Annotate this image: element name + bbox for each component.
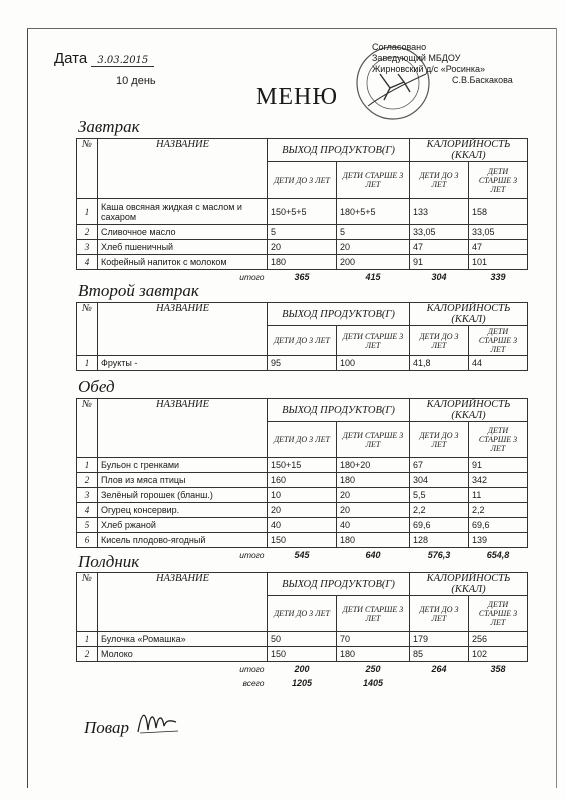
yield-under3: 5 <box>268 225 337 240</box>
row-number: 3 <box>77 240 98 255</box>
page-title: МЕНЮ <box>256 84 338 110</box>
date-label: Дата <box>54 50 88 67</box>
yield-over3: 70 <box>337 632 410 647</box>
total-y1: 545 <box>294 550 310 560</box>
col-num-header: № <box>77 573 98 632</box>
col-name-header: НАЗВАНИЕ <box>98 399 268 458</box>
table-header-row <box>77 573 528 596</box>
yield-under3: 95 <box>268 356 337 371</box>
dish-name: Хлеб ржаной <box>98 518 268 533</box>
col-yield-under3-header: ДЕТИ ДО 3 ЛЕТ <box>268 422 337 458</box>
approval-line: Жирновский д/с «Росинка» <box>372 64 486 74</box>
total-k1: 304 <box>431 272 447 282</box>
calories-under3: 128 <box>410 533 469 548</box>
approval-line: Заведующий МБДОУ <box>372 53 461 63</box>
page-border-left <box>27 28 28 788</box>
col-cal-under3-header: ДЕТИ ДО 3 ЛЕТ <box>410 596 469 632</box>
calories-over3: 101 <box>469 255 528 270</box>
row-number: 2 <box>77 473 98 488</box>
cook-label: Повар <box>84 718 130 737</box>
calories-over3: 158 <box>469 199 528 225</box>
yield-over3: 180 <box>337 533 410 548</box>
page-border-right <box>556 28 557 788</box>
table-row <box>77 225 528 240</box>
col-cal-over3-header: ДЕТИ СТАРШЕ 3 ЛЕТ <box>469 326 528 356</box>
col-yield-over3-header: ДЕТИ СТАРШЕ 3 ЛЕТ <box>337 422 410 458</box>
total-k2: 339 <box>490 272 506 282</box>
row-number: 2 <box>77 647 98 662</box>
dish-name: Зелёный горошек (бланш.) <box>98 488 268 503</box>
calories-under3: 133 <box>410 199 469 225</box>
yield-over3: 180 <box>337 647 410 662</box>
calories-under3: 2,2 <box>410 503 469 518</box>
approval-line: Согласовано <box>372 42 427 52</box>
total-k1: 576,3 <box>427 550 451 560</box>
row-number: 1 <box>77 356 98 371</box>
dish-name: Бульон с гренками <box>98 458 268 473</box>
row-number: 4 <box>77 255 98 270</box>
col-name-header: НАЗВАНИЕ <box>98 139 268 199</box>
calories-over3: 47 <box>469 240 528 255</box>
col-yield-under3-header: ДЕТИ ДО 3 ЛЕТ <box>268 162 337 199</box>
yield-over3: 40 <box>337 518 410 533</box>
date-value: 3.03.2015 <box>91 55 154 67</box>
yield-over3: 20 <box>337 240 410 255</box>
col-yield-header: ВЫХОД ПРОДУКТОВ(Г) <box>268 303 410 326</box>
day-number: 10 день <box>116 75 156 87</box>
row-number: 6 <box>77 533 98 548</box>
dish-name: Сливочное масло <box>98 225 268 240</box>
totals-label: итого <box>239 272 265 282</box>
table-row <box>77 199 528 225</box>
dish-name: Молоко <box>98 647 268 662</box>
dish-name: Кофейный напиток с молоком <box>98 255 268 270</box>
calories-under3: 91 <box>410 255 469 270</box>
calories-over3: 256 <box>469 632 528 647</box>
col-yield-header: ВЫХОД ПРОДУКТОВ(Г) <box>268 139 410 162</box>
yield-under3: 20 <box>268 503 337 518</box>
calories-under3: 304 <box>410 473 469 488</box>
calories-over3: 33,05 <box>469 225 528 240</box>
yield-under3: 40 <box>268 518 337 533</box>
col-yield-header: ВЫХОД ПРОДУКТОВ(Г) <box>268 399 410 422</box>
col-cal-over3-header: ДЕТИ СТАРШЕ 3 ЛЕТ <box>469 162 528 199</box>
yield-under3: 150 <box>268 533 337 548</box>
col-name-header: НАЗВАНИЕ <box>98 303 268 356</box>
date-line <box>54 50 154 67</box>
yield-under3: 20 <box>268 240 337 255</box>
calories-under3: 69,6 <box>410 518 469 533</box>
row-number: 4 <box>77 503 98 518</box>
calories-over3: 2,2 <box>469 503 528 518</box>
row-number: 1 <box>77 458 98 473</box>
calories-over3: 102 <box>469 647 528 662</box>
row-number: 3 <box>77 488 98 503</box>
table-row <box>77 240 528 255</box>
dish-name: Булочка «Ромашка» <box>98 632 268 647</box>
total-y1: 200 <box>294 664 310 674</box>
col-yield-under3-header: ДЕТИ ДО 3 ЛЕТ <box>268 596 337 632</box>
calories-over3: 91 <box>469 458 528 473</box>
approval-line: С.В.Баскакова <box>452 75 513 85</box>
calories-over3: 139 <box>469 533 528 548</box>
page-border-top <box>27 28 557 29</box>
yield-under3: 160 <box>268 473 337 488</box>
menu-table <box>76 572 528 690</box>
table-header-row <box>77 139 528 162</box>
totals-row <box>77 548 528 563</box>
col-name-header: НАЗВАНИЕ <box>98 573 268 632</box>
dish-name: Фрукты - <box>98 356 268 371</box>
menu-table <box>76 302 528 371</box>
col-num-header: № <box>77 399 98 458</box>
col-yield-over3-header: ДЕТИ СТАРШЕ 3 ЛЕТ <box>337 326 410 356</box>
total-y2: 250 <box>365 664 381 674</box>
table-row <box>77 518 528 533</box>
totals-label: итого <box>239 550 265 560</box>
calories-under3: 5,5 <box>410 488 469 503</box>
col-num-header: № <box>77 303 98 356</box>
total-y2: 415 <box>365 272 381 282</box>
col-yield-over3-header: ДЕТИ СТАРШЕ 3 ЛЕТ <box>337 162 410 199</box>
dish-name: Каша овсяная жидкая с маслом и сахаром <box>98 199 268 225</box>
section-title: Завтрак <box>78 117 140 136</box>
yield-under3: 180 <box>268 255 337 270</box>
row-number: 1 <box>77 199 98 225</box>
dish-name: Плов из мяса птицы <box>98 473 268 488</box>
totals-label: итого <box>239 664 265 674</box>
col-calories-header: КАЛОРИЙНОСТЬ (ККАЛ) <box>410 139 528 162</box>
yield-over3: 200 <box>337 255 410 270</box>
yield-under3: 150+5+5 <box>268 199 337 225</box>
table-row <box>77 488 528 503</box>
col-cal-under3-header: ДЕТИ ДО 3 ЛЕТ <box>410 326 469 356</box>
yield-under3: 150+15 <box>268 458 337 473</box>
grand-total-y1: 1205 <box>291 678 313 688</box>
table-row <box>77 356 528 371</box>
section-title: Полдник <box>78 552 140 571</box>
col-yield-header: ВЫХОД ПРОДУКТОВ(Г) <box>268 573 410 596</box>
grand-totals-row <box>77 676 528 690</box>
menu-table <box>76 138 528 284</box>
yield-over3: 100 <box>337 356 410 371</box>
col-calories-header: КАЛОРИЙНОСТЬ (ККАЛ) <box>410 573 528 596</box>
table-row <box>77 647 528 662</box>
grand-totals-label: всего <box>242 678 265 688</box>
empty-cell <box>410 676 469 690</box>
table-row <box>77 458 528 473</box>
calories-over3: 69,6 <box>469 518 528 533</box>
row-number: 5 <box>77 518 98 533</box>
table-row <box>77 255 528 270</box>
section-title: Второй завтрак <box>78 281 199 300</box>
dish-name: Хлеб пшеничный <box>98 240 268 255</box>
yield-under3: 50 <box>268 632 337 647</box>
yield-over3: 180+20 <box>337 458 410 473</box>
yield-over3: 180+5+5 <box>337 199 410 225</box>
yield-under3: 150 <box>268 647 337 662</box>
col-cal-over3-header: ДЕТИ СТАРШЕ 3 ЛЕТ <box>469 596 528 632</box>
calories-under3: 33,05 <box>410 225 469 240</box>
total-k1: 264 <box>431 664 447 674</box>
yield-over3: 180 <box>337 473 410 488</box>
col-calories-header: КАЛОРИЙНОСТЬ (ККАЛ) <box>410 399 528 422</box>
grand-total-y2: 1405 <box>362 678 384 688</box>
col-cal-under3-header: ДЕТИ ДО 3 ЛЕТ <box>410 422 469 458</box>
col-cal-under3-header: ДЕТИ ДО 3 ЛЕТ <box>410 162 469 199</box>
calories-over3: 342 <box>469 473 528 488</box>
row-number: 2 <box>77 225 98 240</box>
calories-under3: 85 <box>410 647 469 662</box>
dish-name: Кисель плодово-ягодный <box>98 533 268 548</box>
table-row <box>77 503 528 518</box>
approval-block <box>372 42 513 86</box>
total-y2: 640 <box>365 550 381 560</box>
table-row <box>77 473 528 488</box>
col-yield-under3-header: ДЕТИ ДО 3 ЛЕТ <box>268 326 337 356</box>
totals-row <box>77 662 528 677</box>
total-k2: 358 <box>490 664 506 674</box>
yield-over3: 20 <box>337 488 410 503</box>
calories-under3: 67 <box>410 458 469 473</box>
col-yield-over3-header: ДЕТИ СТАРШЕ 3 ЛЕТ <box>337 596 410 632</box>
table-header-row <box>77 399 528 422</box>
calories-under3: 41,8 <box>410 356 469 371</box>
yield-over3: 5 <box>337 225 410 240</box>
calories-over3: 11 <box>469 488 528 503</box>
calories-under3: 47 <box>410 240 469 255</box>
calories-over3: 44 <box>469 356 528 371</box>
table-row <box>77 632 528 647</box>
table-header-row <box>77 303 528 326</box>
yield-over3: 20 <box>337 503 410 518</box>
cook-signature <box>136 706 180 736</box>
dish-name: Огурец консервир. <box>98 503 268 518</box>
calories-under3: 179 <box>410 632 469 647</box>
col-num-header: № <box>77 139 98 199</box>
table-row <box>77 533 528 548</box>
section-title: Обед <box>78 377 115 396</box>
col-cal-over3-header: ДЕТИ СТАРШЕ 3 ЛЕТ <box>469 422 528 458</box>
empty-cell <box>469 676 528 690</box>
total-k2: 654,8 <box>486 550 510 560</box>
yield-under3: 10 <box>268 488 337 503</box>
total-y1: 365 <box>294 272 310 282</box>
col-calories-header: КАЛОРИЙНОСТЬ (ККАЛ) <box>410 303 528 326</box>
row-number: 1 <box>77 632 98 647</box>
menu-table <box>76 398 528 562</box>
